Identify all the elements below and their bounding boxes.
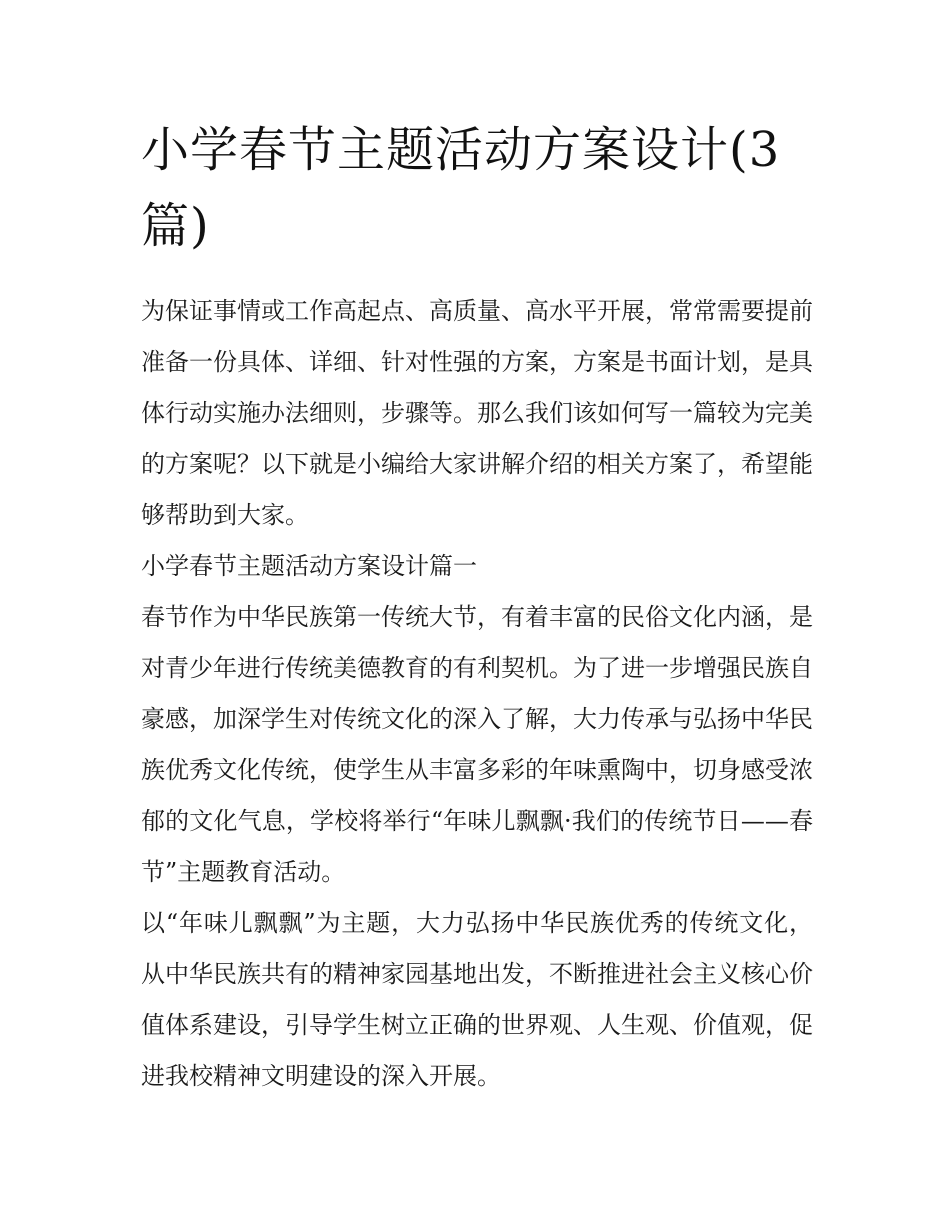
document-page bbox=[141, 112, 813, 1102]
body-paragraph: 以“年味儿飘飘”为主题，大力弘扬中华民族优秀的传统文化，从中华民族共有的精神家园基地出发，不断推进社会主义核心价值体系建设，引导学生树立正确的世界观、人生观、价值观，促进我校精神文明建设的深入开展。 bbox=[141, 909, 813, 1090]
body-paragraph: 春节作为中华民族第一传统大节，有着丰富的民俗文化内涵，是对青少年进行传统美德教育的有利契机。为了进一步增强民族自豪感，加深学生对传统文化的深入了解，大力传承与弘扬中华民族优秀文化传统，使学生从丰富多彩的年味熏陶中，切身感受浓郁的文化气息，学校将举行“年味儿飘飘·我们的传统节日——春节”主题教育活动。 bbox=[141, 603, 813, 886]
intro-paragraph: 为保证事情或工作高起点、高质量、高水平开展，常常需要提前准备一份具体、详细、针对性强的方案，方案是书面计划，是具体行动实施办法细则，步骤等。那么我们该如何写一篇较为完美的方案呢？以下就是小编给大家讲解介绍的相关方案了，希望能够帮助到大家。 bbox=[141, 297, 813, 529]
document-title: 小学春节主题活动方案设计(3篇) bbox=[141, 122, 781, 254]
section-heading: 小学春节主题活动方案设计篇一 bbox=[141, 552, 477, 580]
